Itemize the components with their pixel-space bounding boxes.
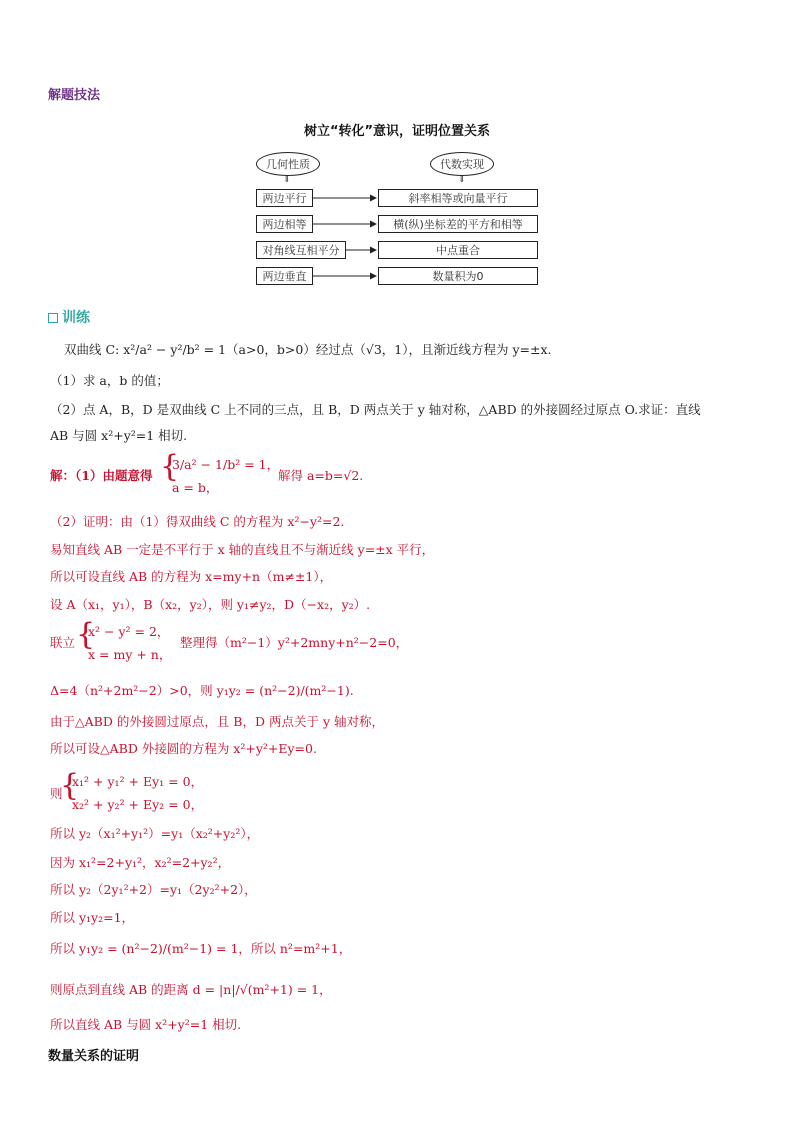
section-heading: 解题技法 [48,88,101,103]
solution-part1-eq-a: 3/a² − 1/b² = 1， [172,457,280,472]
problem-intro: 双曲线 C: x²/a² − y²/b² = 1（a>0，b>0）经过点（√3，1），且渐近线方程为 y=±x. [64,342,552,357]
diagram-left-box: 对角线互相平分 [256,241,346,259]
problem-part1: （1）求 a，b 的值； [50,373,169,388]
circle-line: 所以可设△ABD 外接圆的方程为 x²+y²+Ey=0. [50,741,317,756]
diagram-arrows [0,0,794,300]
final-line: 所以 y₂（2y₁²+2）=y₁（2y₂²+2）， [50,882,257,897]
joint-eq-b: x = my + n， [88,647,172,662]
training-label: 训练 [48,307,90,327]
problem-part2-line2: AB 与圆 x²+y²=1 相切. [50,428,188,443]
diagram-left-header: 几何性质 [256,152,320,176]
diagram-left-box: 两边垂直 [256,267,313,285]
delta-line: Δ=4（n²+2m²−2）>0，则 y₁y₂ = (n²−2)/(m²−1). [50,683,354,698]
brace-icon: { [60,768,80,803]
final-line: 则原点到直线 AB 的距离 d = |n|/√(m²+1) = 1， [50,982,332,997]
final-line: 所以 y₂（x₁²+y₁²）=y₁（x₂²+y₂²）， [50,826,260,841]
solution-line: 易知直线 AB 一定是不平行于 x 轴的直线且不与渐近线 y=±x 平行， [50,542,435,557]
then-eq-a: x₁² + y₁² + Ey₁ = 0， [72,774,204,789]
solution-part1-prefix: 解：（1）由题意得 [50,468,153,483]
diagram-left-box: 两边平行 [256,189,313,207]
down-arrow-icon: ⇓ [283,175,291,185]
solution-line: 设 A（x₁，y₁），B（x₂，y₂），则 y₁≠y₂，D（−x₂，y₂）. [50,597,371,612]
diagram-right-box: 数量积为0 [378,267,538,285]
final-line: 所以 y₁y₂=1， [50,910,135,925]
diagram-title: 树立“转化”意识，证明位置关系 [303,124,491,139]
diagram-left-box: 两边相等 [256,215,313,233]
circle-line: 由于△ABD 的外接圆过原点，且 B，D 两点关于 y 轴对称， [50,714,384,729]
down-arrow-icon: ⇓ [458,175,466,185]
solution-line: 所以可设直线 AB 的方程为 x=my+n（m≠±1）， [50,569,333,584]
diagram-right-box: 中点重合 [378,241,538,259]
diagram-right-header: 代数实现 [430,152,494,176]
final-line: 所以 y₁y₂ = (n²−2)/(m²−1) = 1，所以 n²=m²+1， [50,941,352,956]
brace-icon: { [76,617,96,652]
then-eq-b: x₂² + y₂² + Ey₂ = 0， [72,797,204,812]
final-line: 因为 x₁²=2+y₁²，x₂²=2+y₂²， [50,855,231,870]
solution-part1-result: 解得 a=b=√2. [278,468,364,483]
solution-part1-eq-b: a = b， [172,480,219,495]
problem-part2-line1: （2）点 A，B，D 是双曲线 C 上不同的三点，且 B，D 两点关于 y 轴对称，△ABD 的外接圆经过原点 O.求证：直线 [50,402,701,417]
brace-icon: { [160,449,180,484]
next-heading: 数量关系的证明 [48,1049,140,1064]
final-line: 所以直线 AB 与圆 x²+y²=1 相切. [50,1017,242,1032]
joint-eq-a: x² − y² = 2， [88,624,170,639]
solution-line: （2）证明：由（1）得双曲线 C 的方程为 x²−y²=2. [50,514,345,529]
diagram-right-box: 斜率相等或向量平行 [378,189,538,207]
training-icon [48,313,58,323]
diagram-right-box: 横(纵)坐标差的平方和相等 [378,215,538,233]
joint-result: 整理得（m²−1）y²+2mny+n²−2=0， [180,635,409,650]
joint-prefix: 联立 [50,635,76,650]
then-prefix: 则 [50,786,63,801]
